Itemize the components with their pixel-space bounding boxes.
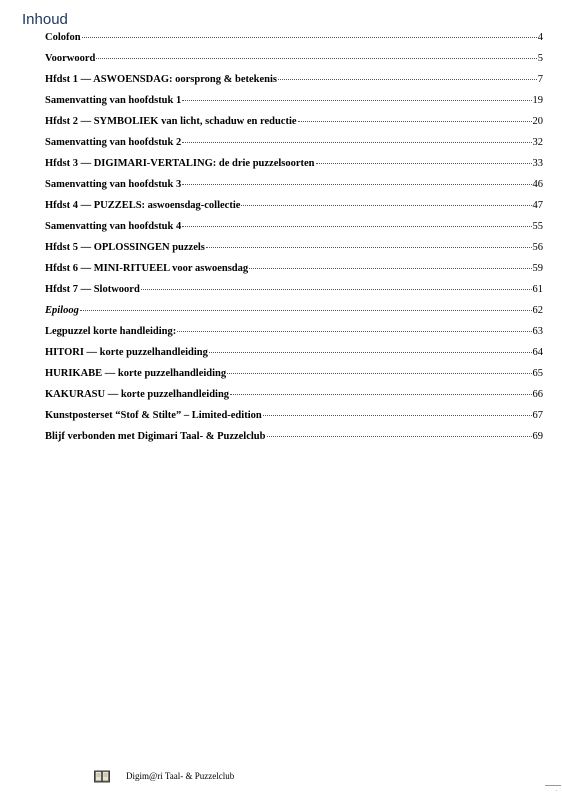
toc-entry-page: 61 [532,284,543,295]
toc-entry-page: 69 [532,431,543,442]
footer-mark: . [556,787,558,793]
toc-entry-title: Samenvatting van hoofdstuk 3 [45,179,182,190]
toc-entry[interactable] [45,388,543,409]
toc-entry-title: Hfdst 3 — DIGIMARI-VERTALING: de drie puzzelsoorten [45,158,315,169]
toc-dot-leader [267,436,532,437]
toc-heading: Inhoud [22,11,68,28]
toc-entry-title: HURIKABE — korte puzzelhandleiding [45,368,227,379]
toc-entry-page: 66 [532,389,543,400]
toc-dot-leader [82,37,537,38]
book-icon [94,770,110,783]
toc-entry-page: 4 [537,32,543,43]
toc-entry-title: Epiloog [45,305,79,316]
toc-entry-page: 56 [532,242,543,253]
toc-dot-leader [278,79,537,80]
toc-entry[interactable] [45,52,543,73]
toc-entry-page: 32 [532,137,543,148]
toc-entry[interactable] [45,346,543,367]
footer-club-name: Digim@ri Taal- & Puzzelclub [126,771,235,781]
toc-dot-leader [182,226,531,227]
toc-dot-leader [182,142,531,143]
toc-entry[interactable] [45,430,543,451]
toc-entry-title: Hfdst 2 — SYMBOLIEK van licht, schaduw en reductie [45,116,297,127]
footer-rule [545,785,561,786]
toc-entry-page: 59 [532,263,543,274]
table-of-contents [45,31,543,451]
toc-entry-page: 65 [532,368,543,379]
toc-entry[interactable] [45,241,543,262]
toc-entry-title: Hfdst 4 — PUZZELS: aswoensdag-collectie [45,200,241,211]
toc-entry-title: HITORI — korte puzzelhandleiding [45,347,208,358]
toc-entry[interactable] [45,367,543,388]
toc-dot-leader [96,58,536,59]
toc-dot-leader [209,352,532,353]
toc-dot-leader [182,100,531,101]
toc-entry-page: 64 [532,347,543,358]
toc-entry-page: 20 [532,116,543,127]
toc-entry[interactable] [45,325,543,346]
toc-entry-title: Samenvatting van hoofdstuk 2 [45,137,182,148]
toc-entry-page: 7 [537,74,543,85]
toc-dot-leader [230,394,531,395]
toc-entry[interactable] [45,157,543,178]
toc-entry-page: 63 [532,326,543,337]
toc-entry-title: Hfdst 7 — Slotwoord [45,284,140,295]
toc-entry-title: Hfdst 1 — ASWOENSDAG: oorsprong & betekenis [45,74,277,85]
toc-dot-leader [298,121,532,122]
toc-entry-title: Samenvatting van hoofdstuk 1 [45,95,182,106]
toc-entry[interactable] [45,31,543,52]
toc-entry[interactable] [45,220,543,241]
toc-dot-leader [249,268,531,269]
toc-entry[interactable] [45,178,543,199]
toc-dot-leader [141,289,532,290]
toc-dot-leader [177,331,531,332]
toc-entry-title: KAKURASU — korte puzzelhandleiding [45,389,230,400]
toc-entry-page: 33 [532,158,543,169]
toc-entry[interactable] [45,73,543,94]
toc-entry[interactable] [45,199,543,220]
toc-entry[interactable] [45,115,543,136]
toc-entry-title: Kunstposterset “Stof & Stilte” – Limited-edition [45,410,262,421]
toc-entry-page: 47 [532,200,543,211]
toc-entry-title: Colofon [45,32,81,43]
toc-entry[interactable] [45,94,543,115]
toc-entry-page: 19 [532,95,543,106]
toc-entry[interactable] [45,409,543,430]
toc-entry-page: 5 [537,53,543,64]
toc-entry[interactable] [45,283,543,304]
toc-entry-title: Legpuzzel korte handleiding: [45,326,177,337]
toc-entry[interactable] [45,136,543,157]
toc-dot-leader [316,163,532,164]
toc-entry-page: 67 [532,410,543,421]
toc-dot-leader [241,205,531,206]
toc-entry-title: Voorwoord [45,53,96,64]
toc-entry-page: 62 [532,305,543,316]
toc-dot-leader [227,373,531,374]
toc-dot-leader [263,415,532,416]
toc-entry-page: 46 [532,179,543,190]
toc-entry-title: Hfdst 6 — MINI-RITUEEL voor aswoensdag [45,263,249,274]
toc-dot-leader [206,247,532,248]
toc-entry[interactable] [45,262,543,283]
toc-entry-title: Samenvatting van hoofdstuk 4 [45,221,182,232]
toc-dot-leader [80,310,532,311]
toc-dot-leader [182,184,531,185]
toc-entry[interactable] [45,304,543,325]
toc-entry-title: Hfdst 5 — OPLOSSINGEN puzzels [45,242,205,253]
toc-entry-title: Blijf verbonden met Digimari Taal- & Puzzelclub [45,431,266,442]
toc-entry-page: 55 [532,221,543,232]
